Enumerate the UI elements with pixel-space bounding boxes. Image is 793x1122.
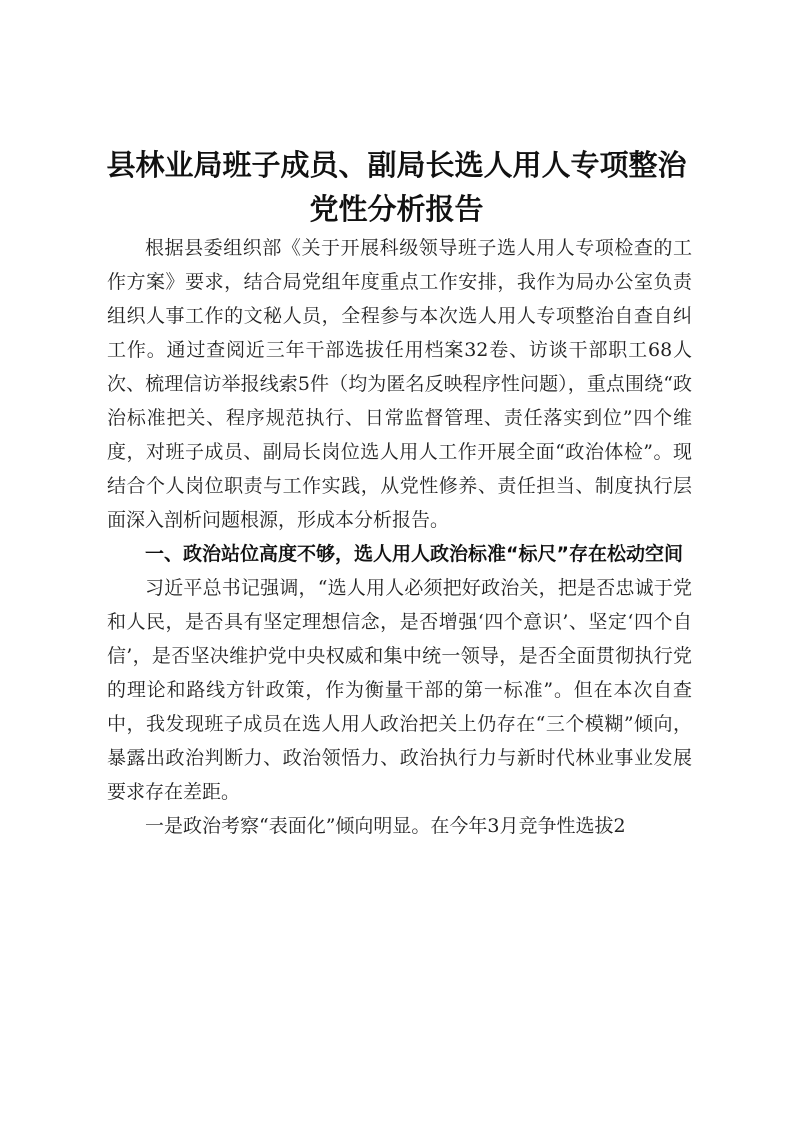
- document-title-line-2: 党性分析报告: [309, 192, 484, 226]
- intro-paragraph: 根据县委组织部《关于开展科级领导班子选人用人专项检查的工作方案》要求，结合局党组年度重点工作安排，我作为局办公室负责组织人事工作的文秘人员，全程参与本次选人用人专项整治自查自纠工作。通过查阅近三年干部选拔任用档案32卷、访谈干部职工68人次、梳理信访举报线索5件（均为匿名反映程序性问题），重点围绕“政治标准把关、程序规范执行、日常监督管理、责任落实到位”四个维度，对班子成员、副局长岗位选人用人工作开展全面“政治体检”。现结合个人岗位职责与工作实践，从党性修养、责任担当、制度执行层面深入剖析问题根源，形成本分析报告。: [107, 237, 692, 531]
- document-body: [107, 231, 692, 843]
- section-heading-1: 一、政治站位高度不够，选人用人政治标准“标尺”存在松动空间: [145, 543, 683, 565]
- body-paragraph: 习近平总书记强调，“选人用人必须把好政治关，把是否忠诚于党和人民，是否具有坚定理想信念，是否增强‘四个意识’、坚定‘四个自信’，是否坚决维护党中央权威和集中统一领导，是否全面贯彻执行党的理论和路线方针政策，作为衡量干部的第一标准”。但在本次自查中，我发现班子成员在选人用人政治把关上仍存在“三个模糊”倾向，暴露出政治判断力、政治领悟力、政治执行力与新时代林业事业发展要求存在差距。: [107, 577, 692, 803]
- body-paragraph: 一是政治考察“表面化”倾向明显。在今年3月竞争性选拔2: [145, 815, 626, 837]
- document-title-line-1: 县林业局班子成员、副局长选人用人专项整治: [106, 148, 687, 182]
